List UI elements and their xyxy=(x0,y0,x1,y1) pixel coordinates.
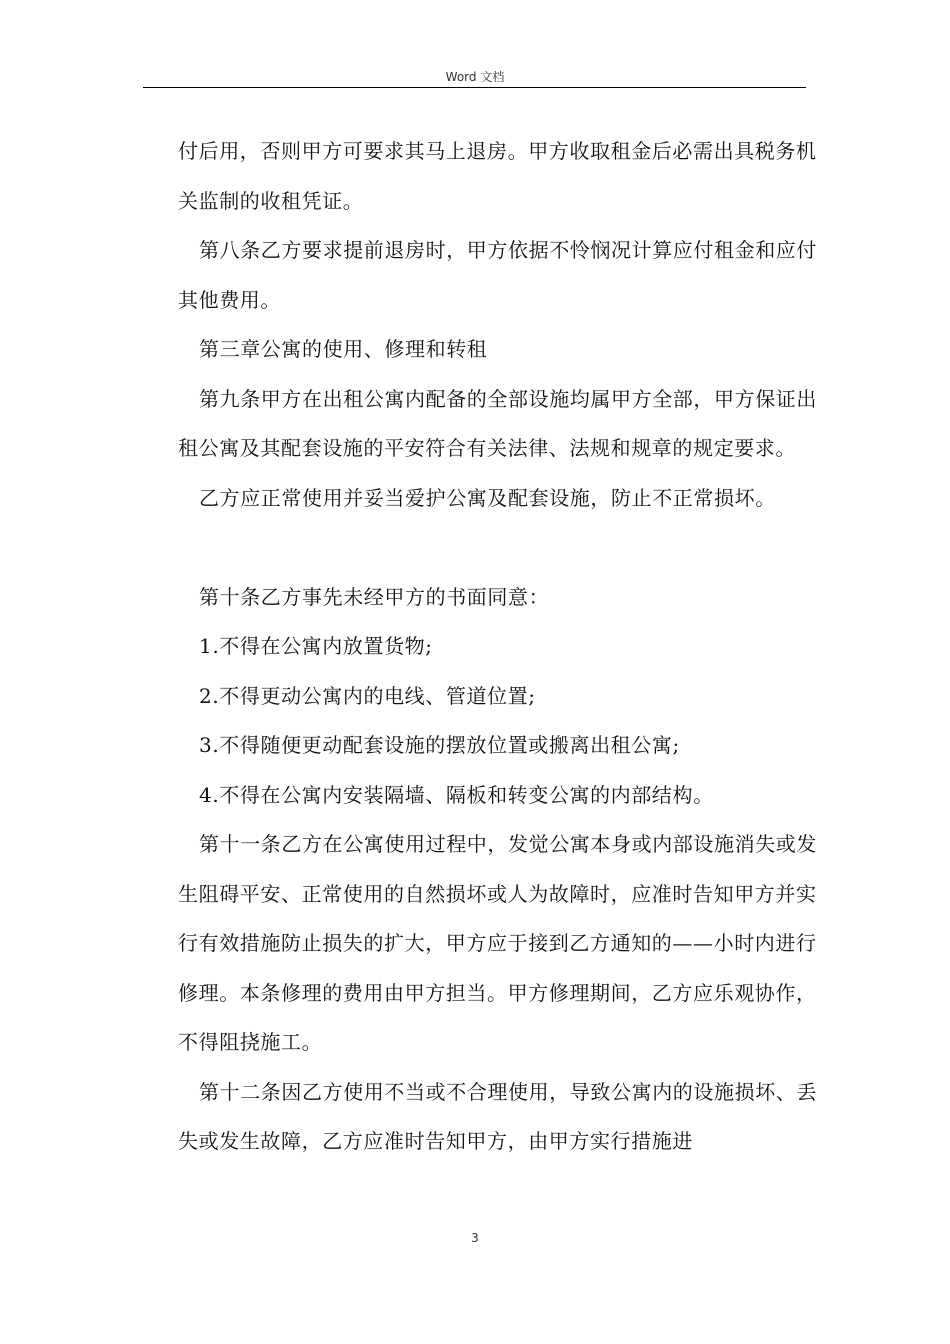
page-number: 3 xyxy=(471,1231,479,1245)
paragraph-article-8: 第八条乙方要求提前退房时，甲方依据不怜悯况计算应付租金和应付其他费用。 xyxy=(178,238,817,312)
blank-line xyxy=(178,523,818,573)
paragraph-article-11: 第十一条乙方在公寓使用过程中，发觉公寓本身或内部设施消失或发生阻碍平安、正常使用的自然损坏或人为故障时，应准时告知甲方并实行有效措施防止损失的扩大，甲方应于接到乙方通知的——小时内进行修理。本条修理的费用由甲方担当。甲方修理期间，乙方应乐观协作，不得阻挠施工。 xyxy=(178,832,817,1054)
paragraph-continuation: 付后用，否则甲方可要求其马上退房。甲方收取租金后必需出具税务机关监制的收租凭证。 xyxy=(178,139,817,213)
list-item: 2.不得更动公寓内的电线、管道位置; xyxy=(199,683,536,708)
list-item: 3.不得随便更动配套设施的摆放位置或搬离出租公寓; xyxy=(199,733,680,757)
document-body xyxy=(178,127,818,1167)
paragraph-article-10: 第十条乙方事先未经甲方的书面同意： xyxy=(199,584,550,609)
document-header-title: Word 文档 xyxy=(445,70,505,84)
list-item: 1.不得在公寓内放置货物; xyxy=(199,634,433,658)
chapter-heading: 第三章公寓的使用、修理和转租 xyxy=(199,337,488,361)
paragraph-article-12: 第十二条因乙方使用不当或不合理使用，导致公寓内的设施损坏、丢失或发生故障，乙方应准时告知甲方，由甲方实行措施进 xyxy=(178,1079,817,1153)
list-item: 4.不得在公寓内安装隔墙、隔板和转变公寓的内部结构。 xyxy=(199,782,714,807)
paragraph-article-9-note: 乙方应正常使用并妥当爱护公寓及配套设施，防止不正常损坏。 xyxy=(199,485,776,510)
paragraph-article-9: 第九条甲方在出租公寓内配备的全部设施均属甲方全部，甲方保证出租公寓及其配套设施的平安符合有关法律、法规和规章的规定要求。 xyxy=(178,386,817,460)
header-divider xyxy=(143,87,806,88)
